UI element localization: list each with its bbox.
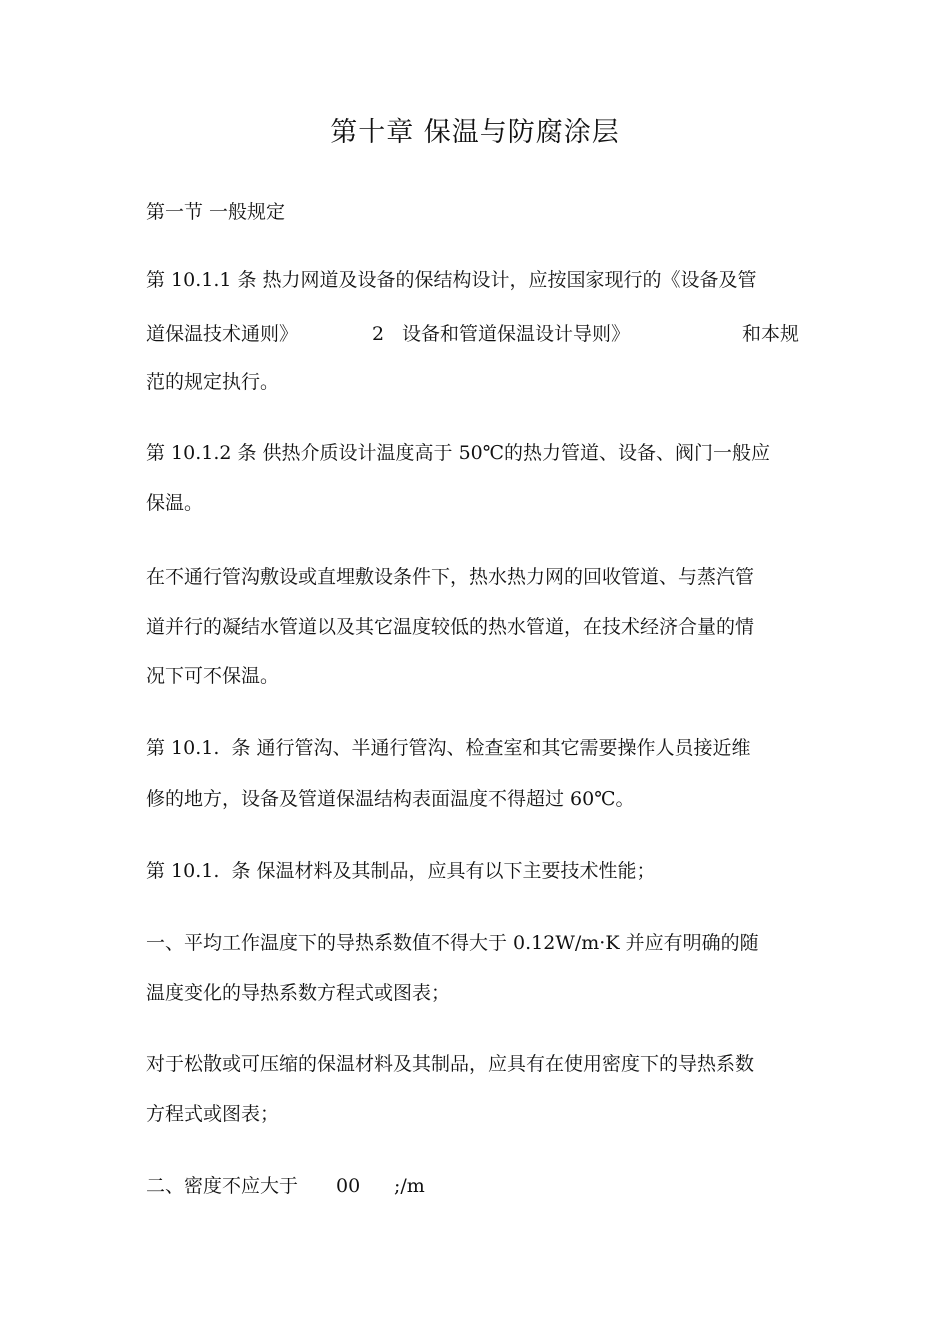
clause-10-1-x-line-2: 修的地方，设备及管道保温结构表面温度不得超过 60℃。 [146,788,635,810]
item-1-line-2: 温度变化的导热系数方程式或图表； [146,982,451,1004]
clause-10-1-2-line-1: 第 10.1.2 条 供热介质设计温度高于 50℃的热力管道、设备、阀门一般应 [146,442,771,464]
paragraph-7-line-2: 方程式或图表； [146,1103,280,1125]
clause-10-1-1-line-1: 第 10.1.1 条 热力网道及设备的保结构设计，应按国家现行的《设备及管 [146,269,757,291]
clause-10-1-1-line-2d: 和本规 [742,323,800,345]
item-2-unit: ;/m [394,1175,425,1197]
item-2-label: 二、密度不应大于 [146,1175,299,1197]
paragraph-3-line-3: 况下可不保温。 [146,665,280,687]
clause-10-1-y-line-1: 第 10.1. 条 保温材料及其制品，应具有以下主要技术性能； [146,860,656,882]
item-1-line-1: 一、平均工作温度下的导热系数值不得大于 0.12W/m·K 并应有明确的随 [146,932,759,954]
chapter-title: 第十章 保温与防腐涂层 [330,117,620,148]
paragraph-7-line-1: 对于松散或可压缩的保温材料及其制品，应具有在使用密度下的导热系数 [146,1053,755,1075]
clause-10-1-1-line-2a: 道保温技术通则》 [146,323,299,345]
clause-10-1-x-line-1: 第 10.1. 条 通行管沟、半通行管沟、检查室和其它需要操作人员接近维 [146,737,751,759]
item-2-value: 00 [336,1175,361,1197]
clause-10-1-1-line-2c: 设备和管道保温设计导则》 [402,323,631,345]
paragraph-3-line-1: 在不通行管沟敷设或直埋敷设条件下，热水热力网的回收管道、与蒸汽管 [146,566,755,588]
clause-10-1-2-line-2: 保温。 [146,492,204,514]
clause-10-1-1-line-3: 范的规定执行。 [146,371,280,393]
paragraph-3-line-2: 道并行的凝结水管道以及其它温度较低的热水管道，在技术经济合量的情 [146,616,755,638]
section-heading: 第一节 一般规定 [146,201,286,223]
clause-10-1-1-line-2b: 2 [372,323,397,345]
